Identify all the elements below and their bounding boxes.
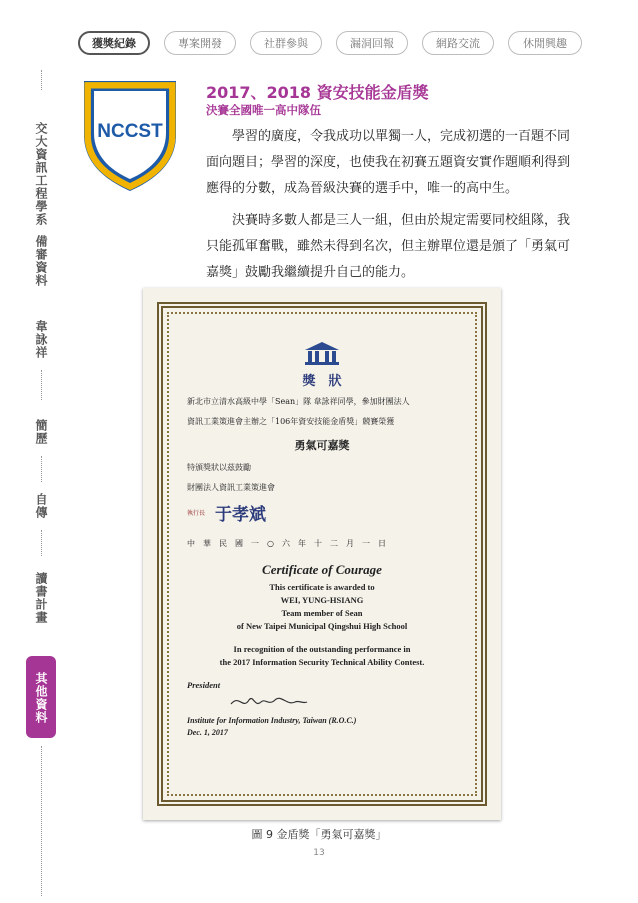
tab-awards[interactable]: 獲獎紀錄	[78, 31, 150, 55]
sidebar-item-label: 讀書計畫	[34, 572, 48, 624]
sidebar-item-resume[interactable]	[22, 414, 60, 454]
certificate-recipient: WEI, YUNG-HSIANG	[280, 595, 364, 605]
signature-image	[229, 690, 309, 712]
certificate-content	[179, 324, 465, 784]
paragraph-1: 學習的廣度，令我成功以單獨一人，完成初選的一百題不同面向題目；學習的深度，也使我在初賽五題資安實作題順利得到應得的分數，成為晉級決賽的選手中，唯一的高中生。	[206, 129, 571, 196]
sidebar-name-text: 韋詠祥	[34, 319, 48, 359]
certificate-award-zh: 勇氣可嘉獎	[294, 439, 350, 452]
figure-caption: 圖 9 金盾獎「勇氣可嘉獎」	[251, 828, 387, 841]
sidebar-item-label: 簡歷	[34, 419, 48, 445]
tab-vulnerability[interactable]: 漏洞回報	[336, 31, 408, 55]
tab-hobbies[interactable]: 休閒興趣	[508, 31, 582, 55]
top-tabs	[78, 31, 590, 57]
certificate-line1: 新北市立清水高級中學「Sean」隊 韋詠祥同學，參加財團法人	[187, 397, 410, 406]
institution-emblem-icon	[303, 340, 341, 366]
award-title: 2017、2018 資安技能金盾獎	[206, 83, 429, 102]
divider	[41, 70, 43, 90]
certificate-recognition-2: the 2017 Information Security Technical Ability Contest.	[219, 657, 425, 667]
certificate-exec-name: 于孝斌	[215, 505, 266, 525]
sidebar-item-study-plan[interactable]	[22, 564, 60, 636]
divider	[41, 530, 43, 556]
sidebar	[22, 70, 60, 900]
logo-text: NCCST	[97, 121, 163, 142]
certificate-team: Team member of Sean	[281, 608, 363, 618]
sidebar-document	[22, 226, 60, 300]
sidebar-item-label: 其他資料	[34, 672, 48, 724]
award-subtitle: 決賽全國唯一高中隊伍	[206, 103, 321, 117]
certificate-school: of New Taipei Municipal Qingshui High School	[236, 621, 408, 631]
sidebar-item-label: 自傳	[34, 493, 48, 519]
sidebar-item-autobiography[interactable]	[22, 488, 60, 528]
tab-community[interactable]: 社群參與	[250, 31, 322, 55]
certificate-title-en: Certificate of Courage	[262, 562, 382, 577]
tab-projects[interactable]: 專案開發	[164, 31, 236, 55]
certificate-awarded: This certificate is awarded to	[269, 582, 375, 592]
sidebar-item-others[interactable]	[26, 656, 56, 738]
certificate-president: President	[187, 680, 221, 690]
certificate-recognition-1: In recognition of the outstanding performance in	[233, 644, 411, 654]
sidebar-department-text: 交大資訊工程學系	[34, 122, 48, 226]
sidebar-document-text: 備審資料	[34, 235, 48, 287]
paragraph-2: 決賽時多數人都是三人一組，但由於規定需要同校組隊，我只能孤軍奮戰，雖然未得到名次，但主辦單位還是頒了「勇氣可嘉獎」鼓勵我繼續提升自己的能力。	[206, 213, 571, 280]
certificate-line2: 資訊工業策進會主辦之「106年資安技能金盾獎」競賽榮獲	[187, 417, 395, 426]
certificate-date-zh: 中 華 民 國 一 ○ 六 年 十 二 月 一 日	[187, 539, 386, 548]
divider	[41, 370, 43, 400]
certificate-date-en: Dec. 1, 2017	[187, 728, 228, 737]
certificate-exec-label: 執行長	[187, 510, 206, 517]
sidebar-item-others-wrap	[22, 664, 60, 736]
certificate-line4: 財團法人資訊工業策進會	[187, 483, 275, 492]
certificate-title-zh: 獎 狀	[302, 374, 342, 389]
divider	[41, 746, 43, 896]
page-number: 13	[313, 848, 325, 858]
tab-networking[interactable]: 網路交流	[422, 31, 494, 55]
nccst-logo	[80, 75, 180, 193]
certificate-institute: Institute for Information Industry, Taiwan (R.O.C.)	[187, 716, 357, 725]
divider	[41, 456, 43, 482]
certificate-line3: 特頒獎狀以茲鼓勵	[187, 463, 251, 472]
sidebar-name	[22, 314, 60, 368]
certificate-image	[143, 288, 501, 820]
